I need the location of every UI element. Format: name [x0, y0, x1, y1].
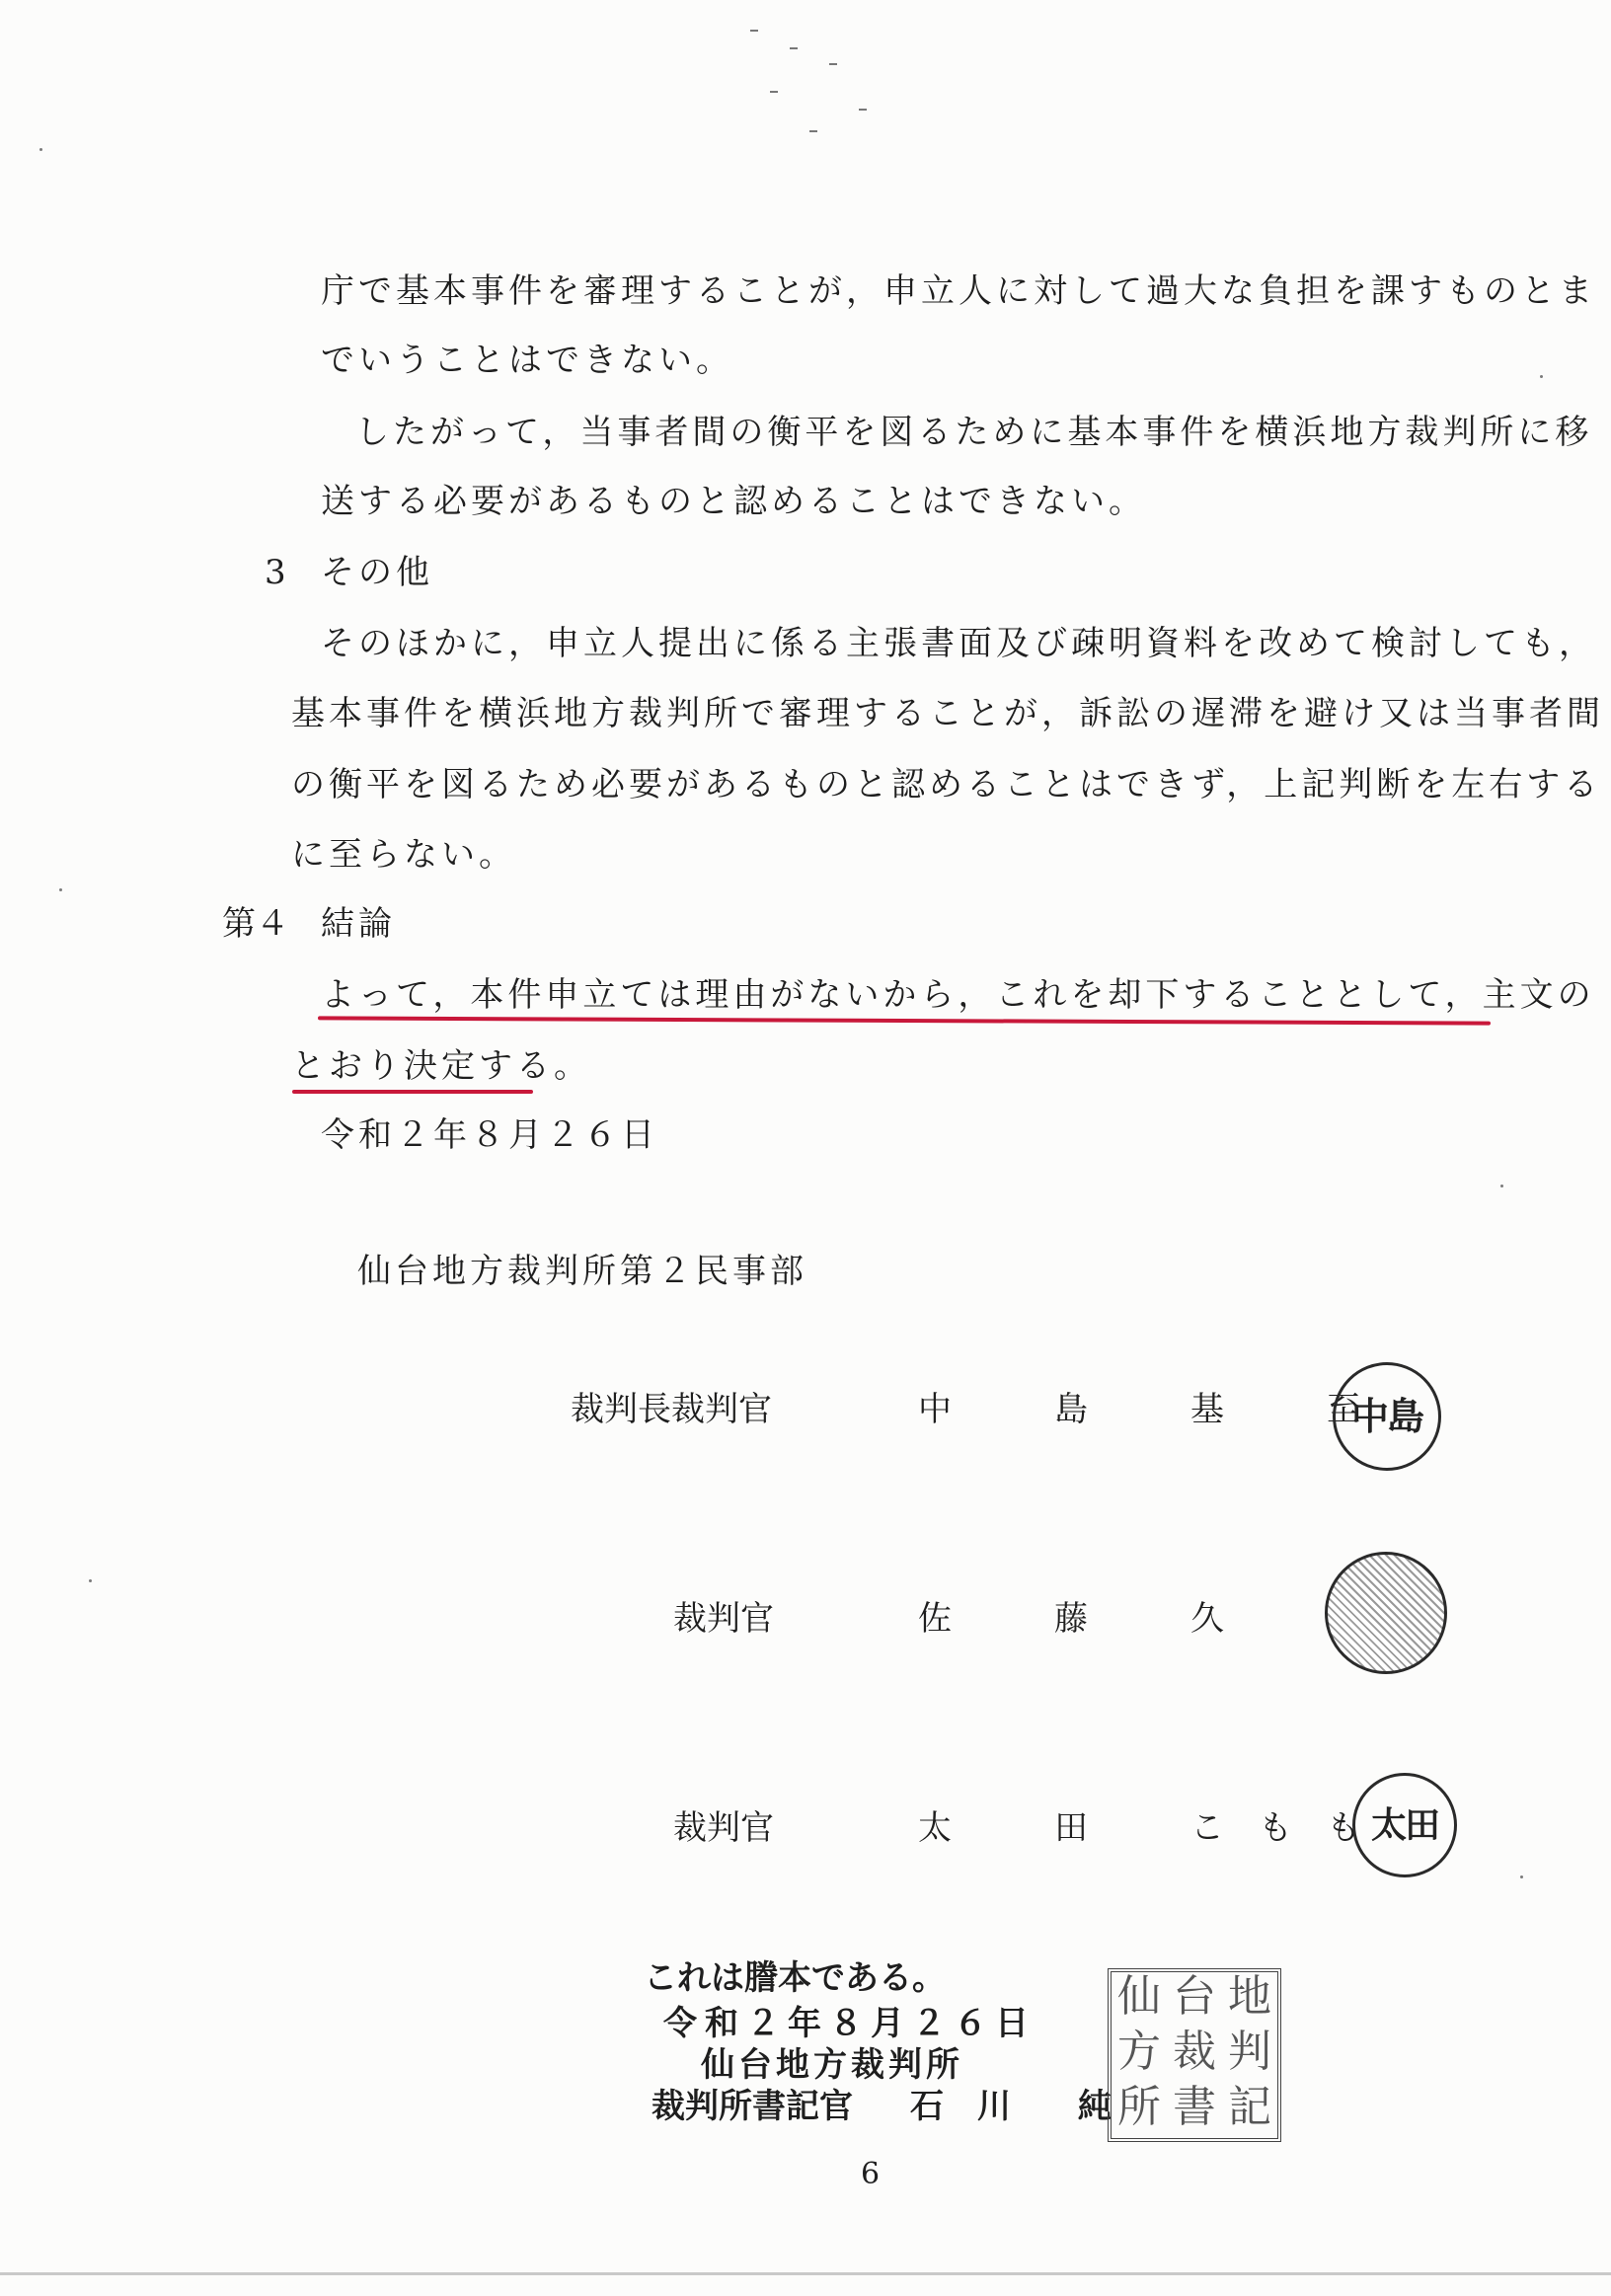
- judge-name-char: 中: [918, 1390, 952, 1429]
- scan-mark: [809, 130, 817, 132]
- clerk-name: 石 川 純: [910, 2087, 1112, 2126]
- scan-mark: [829, 63, 837, 65]
- section-heading: 結論: [321, 904, 396, 944]
- conclusion-line: とおり決定する。: [291, 1046, 591, 1086]
- judge-name-char: こ: [1190, 1808, 1224, 1848]
- judge-name-char: 藤: [1054, 1599, 1088, 1639]
- scan-speck: [1520, 1875, 1523, 1878]
- body-line: 基本事件を横浜地方裁判所で審理することが，訴訟の遅滞を避け又は当事者間: [291, 694, 1604, 733]
- red-underline: [292, 1090, 533, 1094]
- judge-name-char: 基: [1190, 1390, 1224, 1429]
- body-line: したがって，当事者間の衡平を図るために基本事件を横浜地方裁判所に移: [355, 413, 1593, 452]
- judge-name-char: 田: [1054, 1808, 1088, 1848]
- scan-mark: [750, 30, 758, 32]
- judge-title: 裁判官: [673, 1599, 774, 1639]
- body-line: に至らない。: [291, 835, 516, 875]
- section-number: 第４: [222, 904, 289, 944]
- scan-speck: [39, 148, 42, 151]
- judge-title: 裁判長裁判官: [571, 1390, 772, 1429]
- court-division: 仙台地方裁判所第２民事部: [357, 1252, 807, 1291]
- page-number: 6: [861, 2157, 881, 2191]
- judge-title: 裁判官: [673, 1808, 774, 1848]
- judge-name-char: も: [1259, 1808, 1292, 1848]
- body-line: 送する必要があるものと認めることはできない。: [321, 482, 1146, 521]
- certification-line: これは謄本である。: [644, 1958, 946, 1998]
- scan-speck: [59, 888, 62, 891]
- body-line: でいうことはできない。: [321, 341, 733, 380]
- judge-name-char: 久: [1190, 1599, 1224, 1639]
- court-clerk-seal: 仙 台 地 方 裁 判 所 書 記: [1108, 1968, 1281, 2142]
- scan-speck: [1540, 375, 1543, 378]
- scan-mark: [770, 91, 778, 93]
- section-number: 3: [265, 553, 286, 592]
- judge-seal-stamp: 中島: [1333, 1362, 1441, 1471]
- red-underline: [318, 1016, 1491, 1025]
- scan-mark: [859, 109, 867, 111]
- judge-name-char: 島: [1054, 1390, 1088, 1429]
- certification-court: 仙台地方裁判所: [701, 2045, 963, 2085]
- judge-name-char: 至: [1327, 1390, 1360, 1429]
- certification-date: 令和２年８月２６日: [663, 2004, 1036, 2043]
- section-heading: その他: [321, 553, 433, 592]
- judge-seal-stamp: [1325, 1552, 1447, 1674]
- scan-edge: [0, 2272, 1611, 2275]
- scan-mark: [790, 47, 798, 49]
- conclusion-line: よって，本件申立ては理由がないから，これを却下することとして，主文の: [321, 975, 1595, 1015]
- scan-speck: [89, 1579, 92, 1582]
- body-line: の衡平を図るため必要があるものと認めることはできず，上記判断を左右する: [291, 765, 1602, 804]
- scan-speck: [1500, 1185, 1503, 1187]
- judge-seal-stamp: 太田: [1352, 1773, 1457, 1877]
- judge-name-char: 太: [918, 1808, 952, 1848]
- judge-name-char: も: [1327, 1808, 1360, 1848]
- judge-name-char: 佐: [918, 1599, 952, 1639]
- decision-date: 令和２年８月２６日: [321, 1115, 658, 1155]
- body-line: そのほかに，申立人提出に係る主張書面及び疎明資料を改めて検討しても，: [321, 624, 1596, 663]
- clerk-title: 裁判所書記官: [652, 2087, 853, 2126]
- body-line: 庁で基本事件を審理することが，申立人に対して過大な負担を課すものとま: [321, 271, 1596, 311]
